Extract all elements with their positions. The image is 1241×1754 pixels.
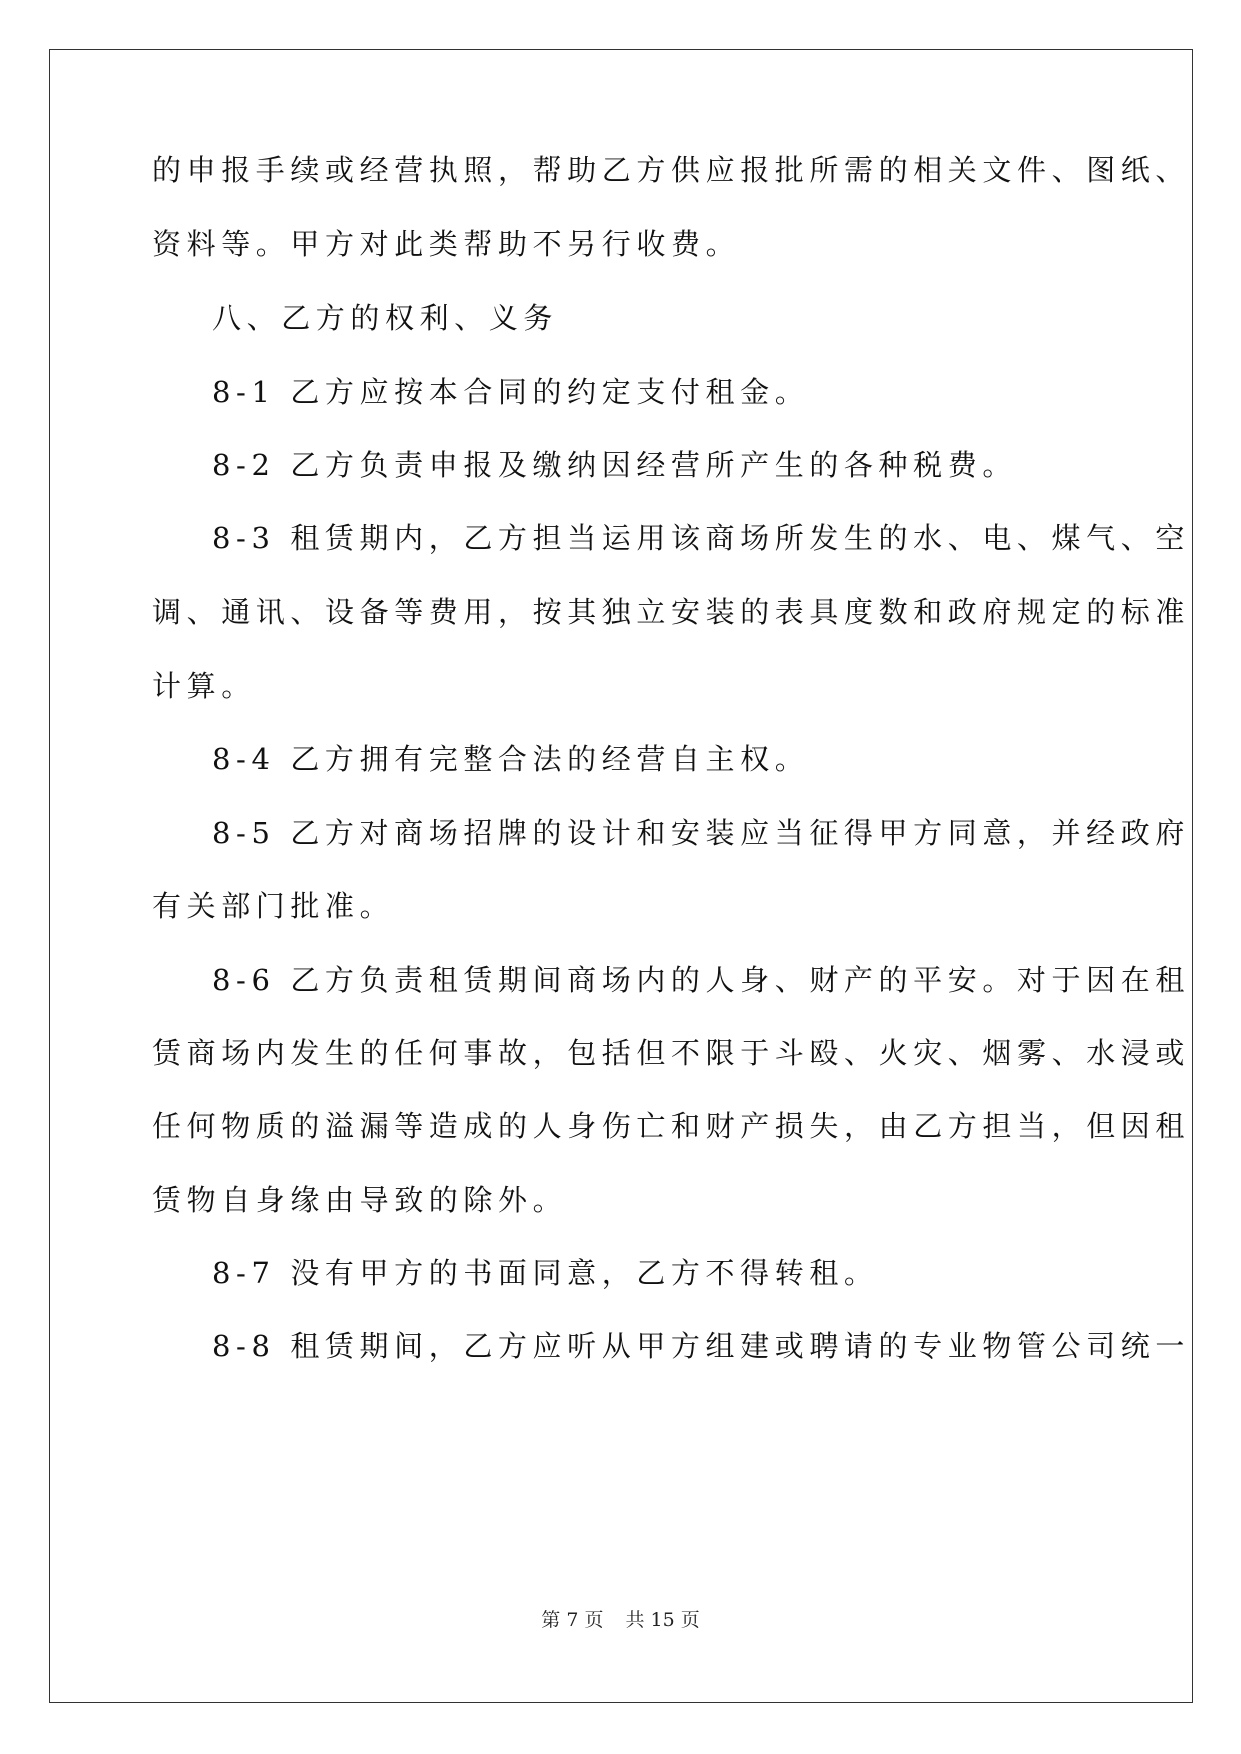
text-line: 有关部门批准。	[152, 889, 395, 923]
clause-8-5: 8-5 乙方对商场招牌的设计和安装应当征得甲方同意，并经政府	[212, 816, 1190, 850]
clause-8-2: 8-2 乙方负责申报及缴纳因经营所产生的各种税费。	[212, 448, 1017, 482]
page-total: 共 15 页	[625, 1609, 700, 1631]
page-footer	[0, 1607, 1241, 1633]
text-line: 的申报手续或经营执照，帮助乙方供应报批所需的相关文件、图纸、	[152, 153, 1191, 187]
text-line: 调、通讯、设备等费用，按其独立安装的表具度数和政府规定的标准	[152, 595, 1191, 629]
page-number: 第 7 页	[541, 1609, 604, 1631]
clause-8-7: 8-7 没有甲方的书面同意，乙方不得转租。	[212, 1256, 879, 1290]
clause-8-8: 8-8 租赁期间，乙方应听从甲方组建或聘请的专业物管公司统一	[212, 1329, 1190, 1363]
clause-8-1: 8-1 乙方应按本合同的约定支付租金。	[212, 375, 810, 409]
text-line: 赁物自身缘由导致的除外。	[152, 1183, 568, 1217]
clause-8-4: 8-4 乙方拥有完整合法的经营自主权。	[212, 742, 810, 776]
clause-8-3: 8-3 租赁期内，乙方担当运用该商场所发生的水、电、煤气、空	[212, 521, 1190, 555]
text-line: 资料等。甲方对此类帮助不另行收费。	[152, 227, 741, 261]
text-line: 计算。	[152, 669, 256, 703]
clause-8-6: 8-6 乙方负责租赁期间商场内的人身、财产的平安。对于因在租	[212, 963, 1190, 997]
section-heading: 八、乙方的权利、义务	[212, 301, 559, 335]
text-line: 任何物质的溢漏等造成的人身伤亡和财产损失，由乙方担当，但因租	[152, 1109, 1191, 1143]
text-line: 赁商场内发生的任何事故，包括但不限于斗殴、火灾、烟雾、水浸或	[152, 1036, 1191, 1070]
